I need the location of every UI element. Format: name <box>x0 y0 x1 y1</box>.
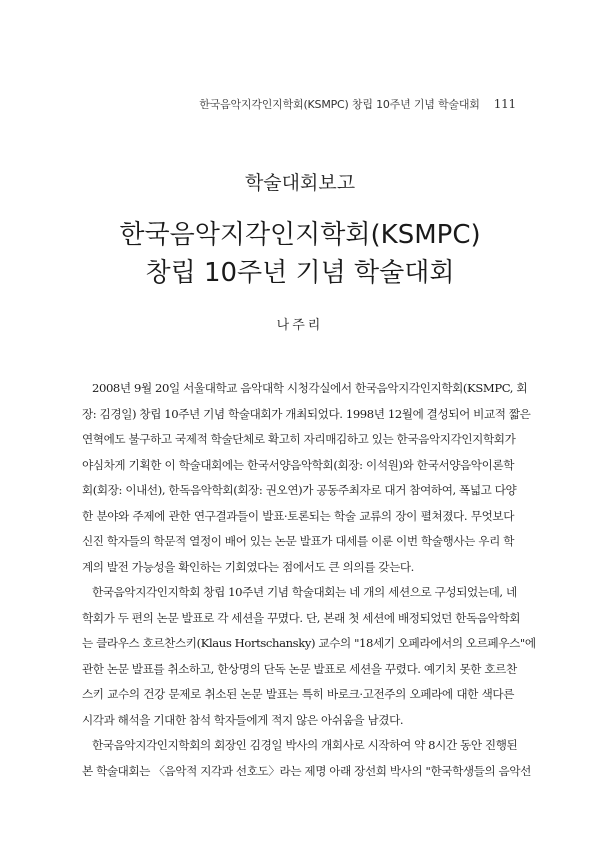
section-label: 학술대회보고 <box>244 172 356 194</box>
body-line: 본 학술대회는 〈음악적 지각과 선호도〉라는 제명 아래 장선희 박사의 "한국학생들의 음악선 <box>82 763 531 778</box>
body-line: 시각과 해석을 기대한 참석 학자들에게 적지 않은 아쉬움을 남겼다. <box>82 712 404 727</box>
article-title-line-2: 창립 10주년 기념 학술대회 <box>145 258 455 288</box>
running-header-title: 한국음악지각인지학회(KSMPC) 창립 10주년 기념 학술대회 <box>199 98 480 111</box>
body-line: 야심차게 기획한 이 학술대회에는 한국서양음악학회(회장: 이석원)와 한국서양음악이론학 <box>82 457 514 472</box>
page-number: 111 <box>493 97 516 111</box>
body-line: 관한 논문 발표를 취소하고, 한상명의 단독 논문 발표로 세션을 꾸렸다. 예기치 못한 호르찬 <box>82 661 517 676</box>
article-title <box>0 216 600 292</box>
body-line: 계의 발전 가능성을 확인하는 기회였다는 점에서도 큰 의의를 갖는다. <box>82 559 414 574</box>
body-line: 신진 학자들의 학문적 열정이 배어 있는 논문 발표가 대세를 이룬 이번 학술행사는 우리 학 <box>82 534 514 548</box>
article-title-line-1: 한국음악지각인지학회(KSMPC) <box>119 220 481 250</box>
body-line: 학회가 두 편의 논문 발표로 각 세션을 꾸몄다. 단, 본래 첫 세션에 배정되었던 한독음악학회 <box>82 610 521 625</box>
article-body <box>82 376 536 784</box>
body-line: 연혁에도 불구하고 국제적 학술단체로 확고히 자리매김하고 있는 한국음악지각인지학회가 <box>82 432 516 446</box>
body-line: 한국음악지각인지학회의 회장인 김경일 박사의 개회사로 시작하여 약 8시간 동안 진행된 <box>92 738 518 752</box>
body-line: 한 분야와 주제에 관한 연구결과들이 발표·토론되는 학술 교류의 장이 펼쳐졌다. 무엇보다 <box>82 508 514 523</box>
body-line: 스키 교수의 건강 문제로 취소된 논문 발표는 특히 바로크·고전주의 오페라에 대한 색다른 <box>82 687 514 701</box>
body-line: 장: 김경일) 창립 10주년 기념 학술대회가 개최되었다. 1998년 12월에 결성되어 비교적 짧은 <box>82 406 531 421</box>
body-line: 2008년 9월 20일 서울대학교 음악대학 시청각실에서 한국음악지각인지학회(KSMPC, 회 <box>92 381 528 395</box>
body-line: 는 클라우스 호르찬스키(Klaus Hortschansky) 교수의 "18세기 오페라에서의 오르페우스"에 <box>82 636 536 650</box>
author-name: 나주리 <box>276 318 324 333</box>
body-line: 회(회장: 이내선), 한독음악학회(회장: 권오연)가 공동주최자로 대거 참여하여, 폭넓고 다양 <box>82 483 517 497</box>
body-line: 한국음악지각인지학회 창립 10주년 기념 학술대회는 네 개의 세션으로 구성되었는데, 네 <box>92 585 517 599</box>
running-header <box>199 96 516 112</box>
